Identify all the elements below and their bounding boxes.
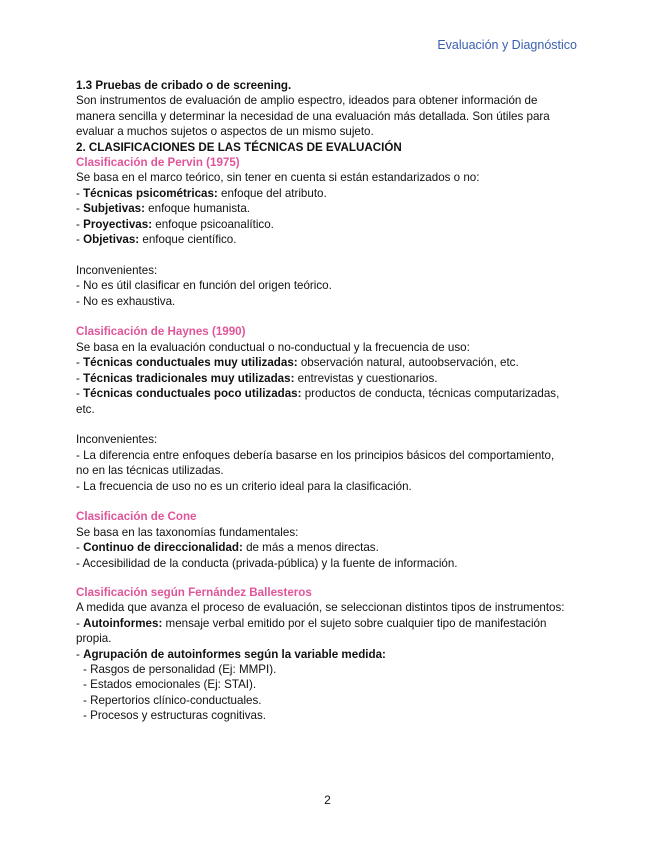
list-item: - No es útil clasificar en función del origen teórico.: [76, 279, 332, 293]
page-number: 2: [324, 793, 331, 807]
item-term: Proyectivas:: [83, 217, 153, 231]
item-term: Continuo de direccionalidad:: [83, 541, 243, 555]
item-term: Subjetivas:: [83, 202, 145, 216]
haynes-intro: Se basa en la evaluación conductual o no-conductual y la frecuencia de uso:: [76, 340, 470, 354]
list-item: - Técnicas psicométricas: enfoque del atributo.: [76, 186, 327, 200]
haynes-title: Clasificación de Haynes (1990): [76, 325, 246, 339]
section-2-heading: 2. CLASIFICACIONES DE LAS TÉCNICAS DE EVALUACIÓN: [76, 140, 402, 154]
list-item: - La diferencia entre enfoques debería basarse en los principios básicos del comportamiento,: [76, 448, 555, 462]
section-1-3-heading: 1.3 Pruebas de cribado o de screening.: [76, 79, 292, 92]
fb-intro: A medida que avanza el proceso de evaluación, se seleccionan distintos tipos de instrumentos:: [76, 601, 565, 615]
list-item-continuation: no en las técnicas utilizadas.: [76, 464, 224, 478]
list-item: - La frecuencia de uso no es un criterio ideal para la clasificación.: [76, 479, 412, 493]
paragraph-line: Son instrumentos de evaluación de amplio espectro, ideados para obtener información de: [76, 94, 538, 108]
cone-title: Clasificación de Cone: [76, 510, 197, 524]
paragraph-line: manera sencilla y determinar la necesidad de una evaluación más detallada. Son útiles para: [76, 109, 550, 123]
item-desc: de más a menos directas.: [242, 541, 379, 555]
item-desc: enfoque humanista.: [144, 202, 251, 216]
item-term: Agrupación de autoinformes según la variable medida:: [83, 647, 386, 661]
running-header: Evaluación y Diagnóstico: [437, 38, 577, 52]
fernandez-ballesteros-title: Clasificación según Fernández Ballesteros: [76, 585, 312, 599]
list-item: - No es exhaustiva.: [76, 294, 176, 308]
paragraph-line: evaluar a muchos sujetos o aspectos de un mismo sujeto.: [76, 125, 374, 139]
sub-list-item: - Rasgos de personalidad (Ej: MMPI).: [83, 662, 277, 676]
item-desc: entrevistas y cuestionarios.: [294, 371, 438, 385]
list-item: - Agrupación de autoinformes según la variable medida:: [76, 647, 386, 661]
list-item: - Técnicas conductuales poco utilizadas: productos de conducta, técnicas computarizadas,: [76, 387, 560, 401]
sub-list-item: - Estados emocionales (Ej: STAI).: [83, 678, 257, 692]
pervin-intro: Se basa en el marco teórico, sin tener en cuenta si están estandarizados o no:: [76, 171, 480, 185]
list-item-continuation: etc.: [76, 402, 95, 416]
list-item: - Autoinformes: mensaje verbal emitido por el sujeto sobre cualquier tipo de manifestación: [76, 616, 547, 630]
item-term: Técnicas conductuales muy utilizadas:: [83, 356, 298, 370]
item-desc: enfoque del atributo.: [217, 186, 327, 200]
list-item: - Continuo de direccionalidad: de más a menos directas.: [76, 541, 379, 555]
item-term: Técnicas psicométricas:: [83, 186, 218, 200]
list-item: - Subjetivas: enfoque humanista.: [76, 202, 251, 216]
list-item: - Accesibilidad de la conducta (privada-pública) y la fuente de información.: [76, 556, 458, 570]
cone-intro: Se basa en las taxonomías fundamentales:: [76, 525, 299, 539]
page-content: [76, 78, 576, 724]
item-term: Autoinformes:: [83, 616, 163, 630]
list-item-continuation: propia.: [76, 632, 112, 646]
list-item: - Técnicas tradicionales muy utilizadas: entrevistas y cuestionarios.: [76, 371, 438, 385]
sub-list-item: - Repertorios clínico-conductuales.: [83, 693, 262, 707]
list-item: - Técnicas conductuales muy utilizadas: observación natural, autoobservación, etc.: [76, 356, 519, 370]
item-desc: enfoque científico.: [139, 233, 237, 247]
item-desc: productos de conducta, técnicas computarizadas,: [301, 387, 560, 401]
inconvenientes-label: Inconvenientes:: [76, 263, 158, 277]
sub-list-item: - Procesos y estructuras cognitivas.: [83, 709, 266, 723]
item-desc: observación natural, autoobservación, etc.: [297, 356, 519, 370]
item-desc: mensaje verbal emitido por el sujeto sobre cualquier tipo de manifestación: [162, 616, 547, 630]
item-term: Objetivas:: [83, 233, 140, 247]
list-item: - Objetivas: enfoque científico.: [76, 233, 237, 247]
item-desc: enfoque psicoanalítico.: [152, 217, 274, 231]
pervin-title: Clasificación de Pervin (1975): [76, 156, 240, 170]
inconvenientes-label: Inconvenientes:: [76, 433, 158, 447]
item-term: Técnicas conductuales poco utilizadas:: [83, 387, 302, 401]
list-item: - Proyectivas: enfoque psicoanalítico.: [76, 217, 274, 231]
item-term: Técnicas tradicionales muy utilizadas:: [83, 371, 295, 385]
